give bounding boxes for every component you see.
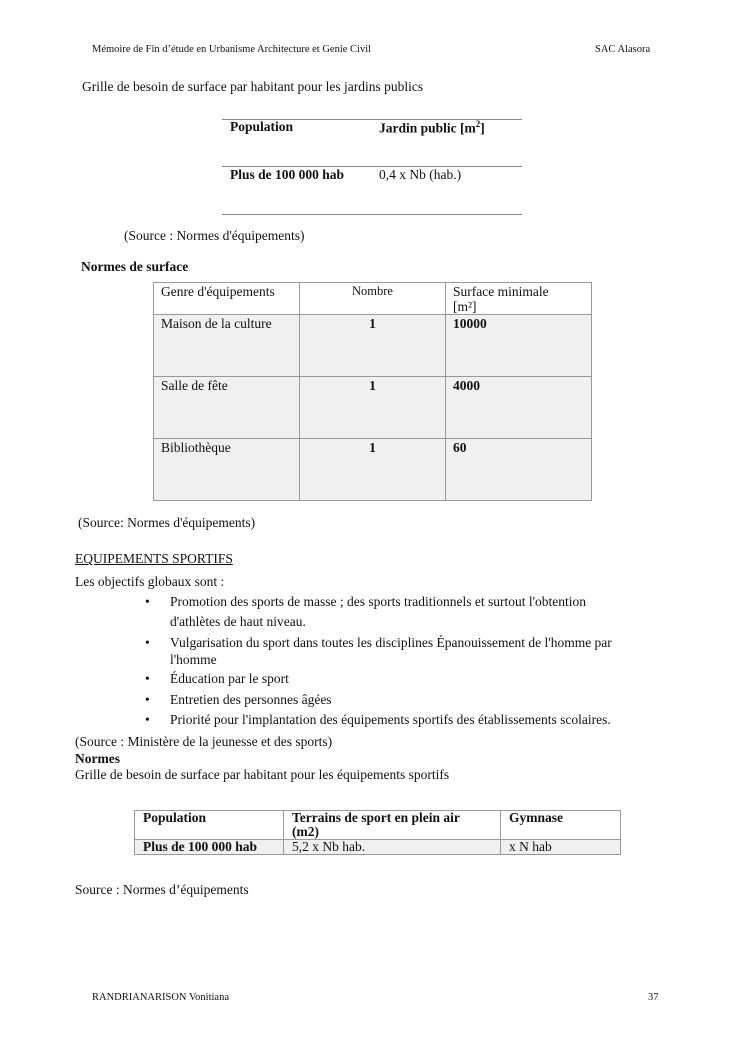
cell-genre: Bibliothèque	[154, 439, 300, 501]
list-item-line: d'athlètes de haut niveau.	[170, 614, 306, 629]
sports-source: (Source : Ministère de la jeunesse et des sports)	[75, 734, 333, 749]
table-row	[135, 840, 621, 855]
header-terrains	[284, 811, 501, 840]
page-number: 37	[648, 992, 659, 1003]
list-item-line: Promotion des sports de masse ; des sports traditionnels et surtout l'obtention	[170, 594, 587, 609]
normes-surface-source: (Source: Normes d'équipements)	[78, 515, 256, 530]
cell-terrains: 5,2 x Nb hab.	[284, 840, 501, 855]
list-item	[145, 690, 665, 710]
table-header-row	[135, 811, 621, 840]
table-cell-value: 0,4 x Nb (hab.)	[379, 167, 462, 182]
table-header-row	[154, 283, 592, 315]
list-item	[145, 592, 665, 633]
header-genre: Genre d'équipements	[154, 283, 300, 315]
table-row	[154, 439, 592, 501]
normes-surface-title: Normes de surface	[81, 259, 189, 274]
table-cell-population: Plus de 100 000 hab	[230, 167, 345, 182]
header-terrains-line2: (m2)	[292, 824, 319, 839]
bullet-icon: •	[145, 712, 150, 727]
header-surface	[446, 283, 592, 315]
list-item	[145, 669, 665, 690]
table-header-population: Population	[230, 119, 294, 134]
list-item-line: Éducation par le sport	[170, 671, 289, 686]
list-item-line: Entretien des personnes âgées	[170, 692, 332, 707]
cell-nombre: 1	[300, 439, 446, 501]
header-sup: 2	[475, 119, 481, 129]
table-row	[154, 377, 592, 439]
cell-gymnase: x N hab	[501, 840, 621, 855]
bullet-icon: •	[145, 671, 150, 686]
cell-nombre: 1	[300, 377, 446, 439]
bullet-icon: •	[145, 635, 150, 650]
table-row	[154, 315, 592, 377]
cell-population: Plus de 100 000 hab	[135, 840, 284, 855]
normes-label: Normes	[75, 751, 120, 766]
objectifs-intro: Les objectifs globaux sont :	[75, 574, 225, 589]
objectifs-list	[145, 592, 665, 730]
jardins-source: (Source : Normes d'équipements)	[124, 228, 305, 243]
header-surface-line1: Surface minimale	[453, 284, 549, 299]
bullet-icon: •	[145, 594, 150, 609]
header-title: Mémoire de Fin d’étude en Urbanisme Architecture et Genie Civil	[92, 44, 372, 55]
list-item	[145, 710, 665, 730]
header-terrains-line1: Terrains de sport en plein air	[292, 810, 460, 825]
header-right: SAC Alasora	[595, 44, 651, 55]
cell-genre: Maison de la culture	[154, 315, 300, 377]
normes-surface-table	[153, 282, 592, 501]
footer-author: RANDRIANARISON Vonitiana	[92, 992, 229, 1003]
list-item-line: Vulgarisation du sport dans toutes les disciplines Épanouissement de l'homme par	[170, 635, 612, 650]
header-surface-line2: [m²]	[453, 299, 477, 314]
list-item-line: l'homme	[170, 652, 217, 667]
sports-table	[134, 810, 621, 855]
sports-grille-title: Grille de besoin de surface par habitant pour les équipements sportifs	[75, 767, 450, 782]
header-text: Jardin public [m	[379, 120, 476, 136]
list-item	[145, 633, 665, 669]
header-gymnase: Gymnase	[501, 811, 621, 840]
equipements-sportifs-heading: EQUIPEMENTS SPORTIFS	[75, 551, 233, 566]
header-end: ]	[480, 120, 485, 136]
table-rule	[222, 214, 522, 215]
cell-surface: 10000	[446, 315, 592, 377]
table-header-jardin	[379, 119, 485, 137]
cell-genre: Salle de fête	[154, 377, 300, 439]
jardins-grille-title: Grille de besoin de surface par habitant pour les jardins publics	[82, 79, 424, 94]
jardins-table	[222, 119, 522, 215]
header-nombre: Nombre	[300, 283, 446, 315]
cell-nombre: 1	[300, 315, 446, 377]
list-item-line: Priorité pour l'implantation des équipements sportifs des établissements scolaires.	[170, 712, 611, 727]
final-source: Source : Normes d’équipements	[75, 882, 249, 897]
header-population: Population	[135, 811, 284, 840]
bullet-icon: •	[145, 692, 150, 707]
cell-surface: 60	[446, 439, 592, 501]
cell-surface: 4000	[446, 377, 592, 439]
